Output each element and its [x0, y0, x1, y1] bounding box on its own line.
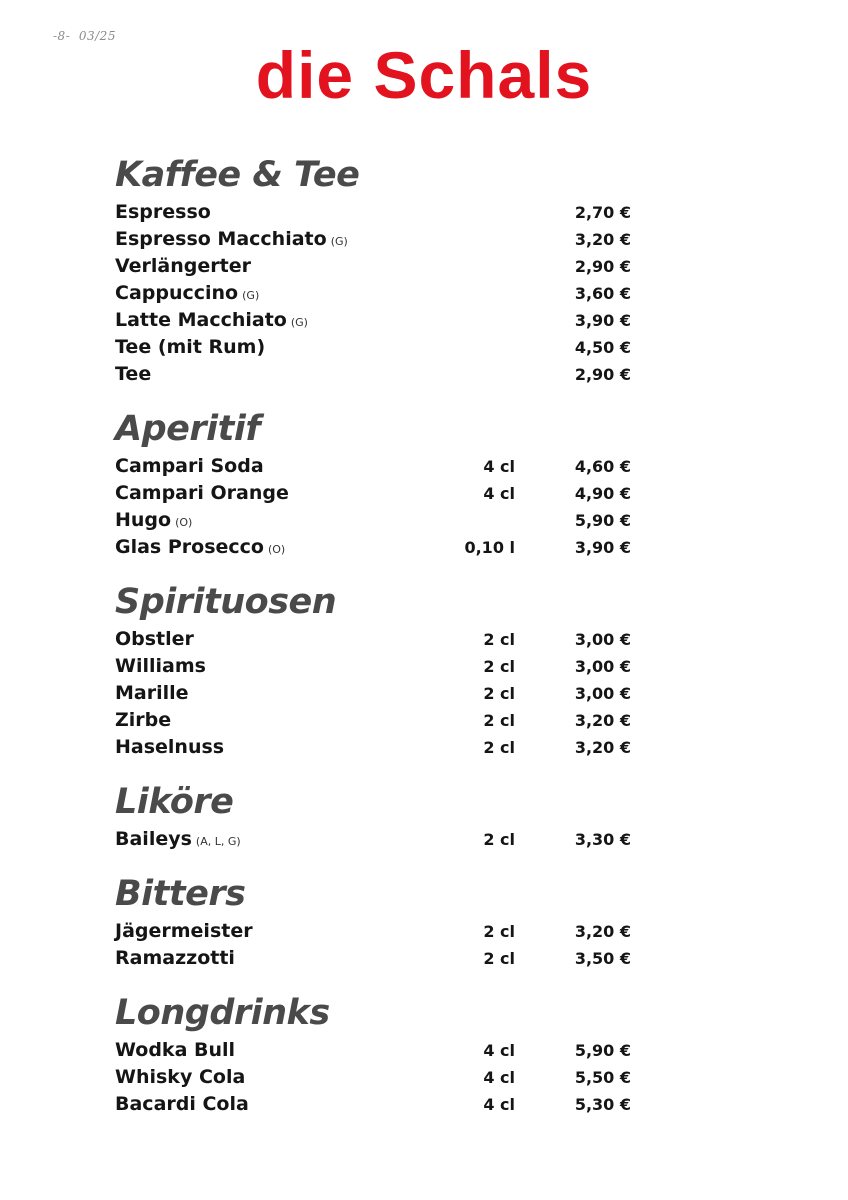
item-name: Glas Prosecco (O)	[115, 536, 286, 558]
item-price: 3,00 €	[574, 657, 631, 676]
section-title: Bitters	[115, 874, 246, 914]
item-volume: 4 cl	[483, 1041, 515, 1060]
allergen-codes: (G)	[330, 235, 348, 248]
item-price: 5,50 €	[574, 1068, 631, 1087]
item-price: 3,90 €	[574, 311, 631, 330]
item-price: 2,90 €	[574, 365, 631, 384]
item-name: Cappuccino (G)	[115, 282, 260, 304]
item-name: Zirbe	[115, 709, 172, 731]
item-volume: 2 cl	[483, 630, 515, 649]
menu-section-spirituosen	[115, 577, 635, 761]
item-name: Baileys (A, L, G)	[115, 828, 241, 850]
section-title: Spirituosen	[115, 582, 337, 622]
item-name: Haselnuss	[115, 736, 225, 758]
section-title: Liköre	[115, 782, 234, 822]
item-volume: 4 cl	[483, 457, 515, 476]
item-volume: 2 cl	[483, 922, 515, 941]
item-name: Obstler	[115, 628, 194, 650]
menu-section-likoere	[115, 777, 635, 853]
item-volume: 2 cl	[483, 949, 515, 968]
menu-item	[115, 280, 635, 307]
menu-item	[115, 307, 635, 334]
menu-item	[115, 918, 635, 945]
item-price: 2,70 €	[574, 203, 631, 222]
item-name: Espresso Macchiato (G)	[115, 228, 348, 250]
menu-item	[115, 707, 635, 734]
menu-item	[115, 1064, 635, 1091]
item-volume: 4 cl	[483, 1095, 515, 1114]
menu-item	[115, 680, 635, 707]
menu-item	[115, 453, 635, 480]
item-price: 5,90 €	[574, 1041, 631, 1060]
menu-item	[115, 361, 635, 388]
item-price: 4,90 €	[574, 484, 631, 503]
allergen-codes: (O)	[267, 543, 286, 556]
item-name: Whisky Cola	[115, 1066, 246, 1088]
allergen-codes: (G)	[242, 289, 260, 302]
menu-item	[115, 826, 635, 853]
menu-item	[115, 507, 635, 534]
menu-item	[115, 226, 635, 253]
menu-section-longdrinks	[115, 988, 635, 1118]
item-price: 3,20 €	[574, 738, 631, 757]
item-name: Jägermeister	[115, 920, 253, 942]
item-price: 3,20 €	[574, 711, 631, 730]
item-name: Bacardi Cola	[115, 1093, 249, 1115]
menu-item	[115, 626, 635, 653]
item-name: Hugo (O)	[115, 509, 193, 531]
menu-section-bitters	[115, 869, 635, 972]
item-name: Williams	[115, 655, 206, 677]
menu-item	[115, 1091, 635, 1118]
item-price: 3,20 €	[574, 230, 631, 249]
item-name: Marille	[115, 682, 189, 704]
item-name: Tee	[115, 363, 152, 385]
item-price: 3,00 €	[574, 630, 631, 649]
item-price: 3,00 €	[574, 684, 631, 703]
drinks-menu	[115, 150, 635, 1118]
item-name: Ramazzotti	[115, 947, 235, 969]
allergen-codes: (A, L, G)	[195, 835, 241, 848]
menu-item	[115, 945, 635, 972]
section-title: Aperitif	[115, 409, 261, 449]
item-volume: 2 cl	[483, 684, 515, 703]
item-name: Tee (mit Rum)	[115, 336, 266, 358]
menu-item	[115, 653, 635, 680]
item-volume: 0,10 l	[464, 538, 515, 557]
item-price: 3,20 €	[574, 922, 631, 941]
item-volume: 2 cl	[483, 711, 515, 730]
menu-item	[115, 734, 635, 761]
menu-item	[115, 1037, 635, 1064]
item-volume: 2 cl	[483, 830, 515, 849]
menu-item	[115, 199, 635, 226]
item-volume: 2 cl	[483, 738, 515, 757]
item-price: 2,90 €	[574, 257, 631, 276]
item-name: Espresso	[115, 201, 211, 223]
item-price: 3,50 €	[574, 949, 631, 968]
item-price: 4,50 €	[574, 338, 631, 357]
item-price: 3,90 €	[574, 538, 631, 557]
menu-item	[115, 480, 635, 507]
item-volume: 2 cl	[483, 657, 515, 676]
item-name: Campari Orange	[115, 482, 289, 504]
item-price: 5,90 €	[574, 511, 631, 530]
item-price: 3,60 €	[574, 284, 631, 303]
item-name: Latte Macchiato (G)	[115, 309, 308, 331]
item-volume: 4 cl	[483, 484, 515, 503]
section-title: Longdrinks	[115, 993, 330, 1033]
item-name: Verlängerter	[115, 255, 251, 277]
item-price: 5,30 €	[574, 1095, 631, 1114]
menu-item	[115, 534, 635, 561]
item-volume: 4 cl	[483, 1068, 515, 1087]
page-number-date-note: -8- 03/25	[53, 29, 116, 43]
item-price: 3,30 €	[574, 830, 631, 849]
allergen-codes: (O)	[175, 516, 193, 529]
restaurant-logo-title: die Schals	[255, 38, 593, 112]
item-name: Campari Soda	[115, 455, 264, 477]
item-price: 4,60 €	[574, 457, 631, 476]
menu-section-kaffee-tee	[115, 150, 635, 388]
allergen-codes: (G)	[290, 316, 308, 329]
menu-item	[115, 253, 635, 280]
item-name: Wodka Bull	[115, 1039, 236, 1061]
menu-item	[115, 334, 635, 361]
section-title: Kaffee & Tee	[115, 155, 360, 195]
menu-section-aperitif	[115, 404, 635, 561]
